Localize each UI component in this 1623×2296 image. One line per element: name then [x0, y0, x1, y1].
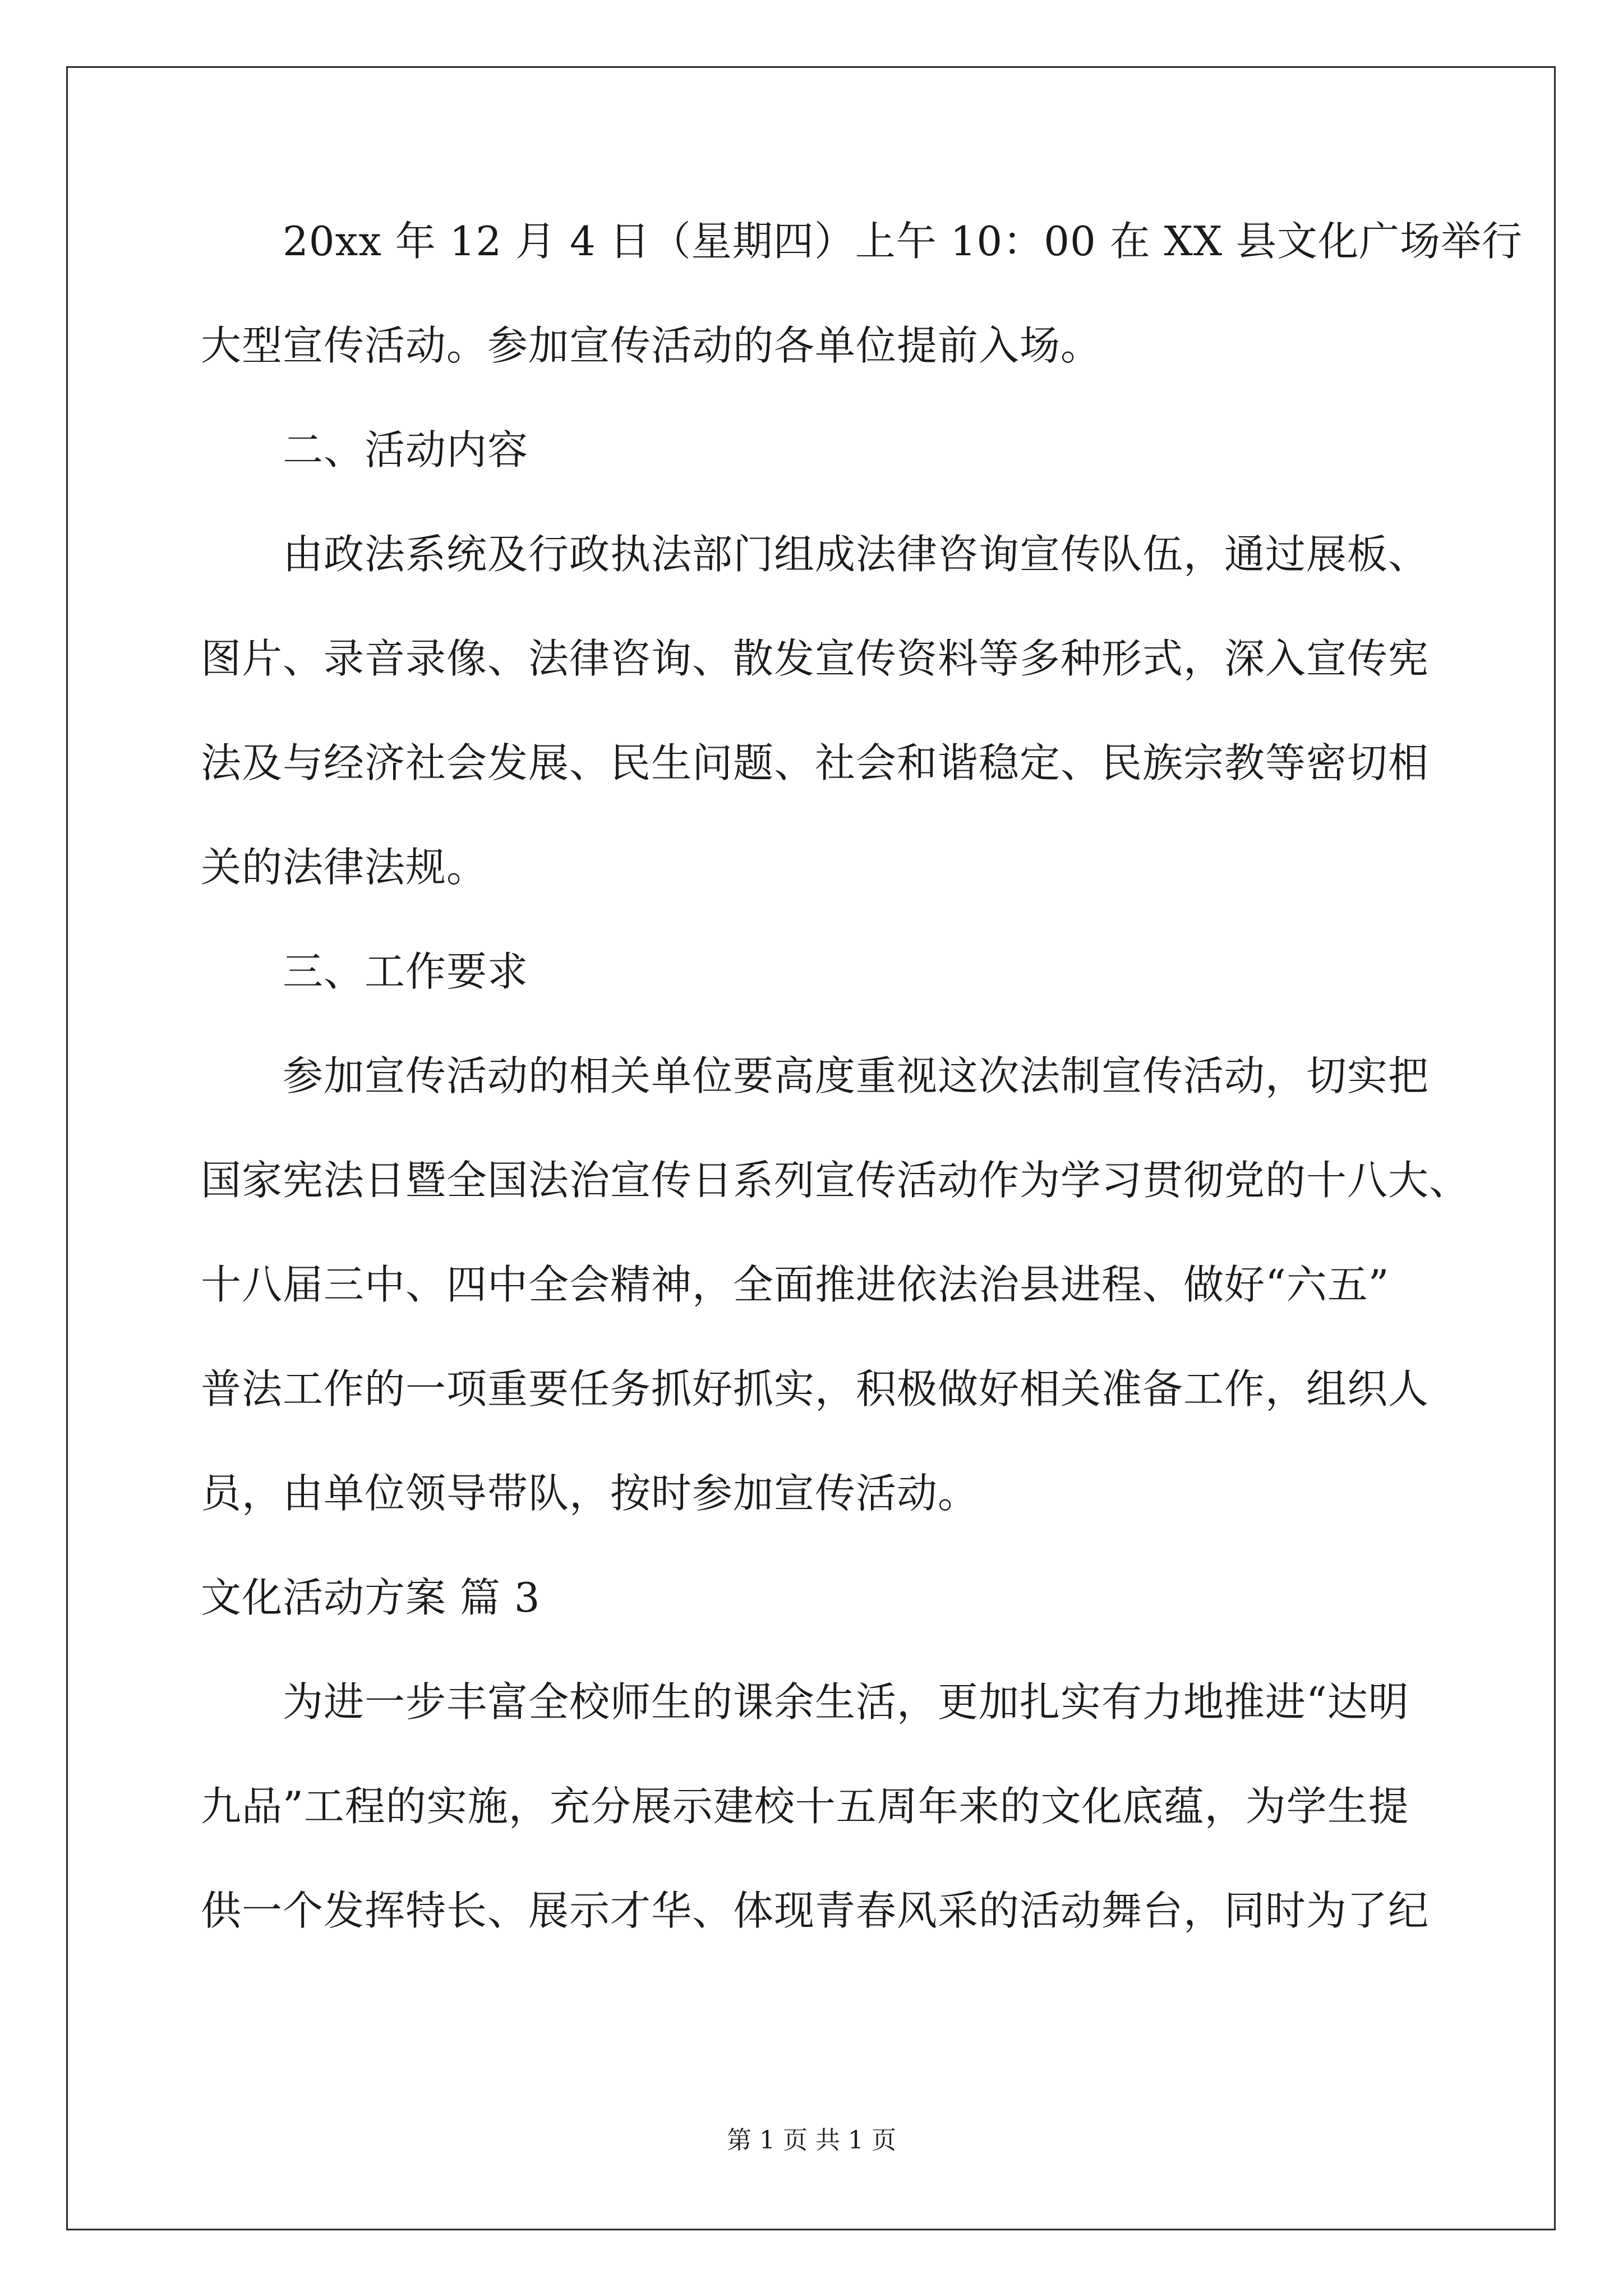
paragraph-line: 由政法系统及行政执法部门组成法律咨询宣传队伍，通过展板、 [283, 531, 1430, 578]
paragraph-line: 为进一步丰富全校师生的课余生活，更加扎实有力地推进“达明 [283, 1678, 1409, 1726]
section-heading: 三、工作要求 [283, 948, 529, 995]
paragraph-line: 图片、录音录像、法律咨询、散发宣传资料等多种形式，深入宣传宪 [201, 635, 1430, 682]
paragraph-line: 国家宪法日暨全国法治宣传日系列宣传活动作为学习贯彻党的十八大、 [201, 1157, 1470, 1204]
paragraph-line: 法及与经济社会发展、民生问题、社会和谐稳定、民族宗教等密切相 [201, 739, 1430, 786]
paragraph-line: 20xx 年 12 月 4 日（星期四）上午 10：00 在 XX 县文化广场举行 [283, 218, 1523, 265]
paragraph-line: 大型宣传活动。参加宣传活动的各单位提前入场。 [201, 322, 1102, 369]
paragraph-line: 关的法律法规。 [201, 844, 488, 891]
page-footer: 第 1 页 共 1 页 [727, 2126, 896, 2155]
paragraph-line: 员，由单位领导带队，按时参加宣传活动。 [201, 1470, 979, 1517]
paragraph-line: 参加宣传活动的相关单位要高度重视这次法制宣传活动，切实把 [283, 1052, 1430, 1099]
paragraph-line: 普法工作的一项重要任务抓好抓实，积极做好相关准备工作，组织人 [201, 1365, 1430, 1412]
section-heading: 二、活动内容 [283, 426, 529, 473]
paragraph-line: 供一个发挥特长、展示才华、体现青春风采的活动舞台，同时为了纪 [201, 1887, 1430, 1934]
article-title: 文化活动方案 篇 3 [201, 1574, 541, 1621]
paragraph-line: 九品”工程的实施，充分展示建校十五周年来的文化底蕴，为学生提 [201, 1783, 1409, 1830]
paragraph-line: 十八届三中、四中全会精神，全面推进依法治县进程、做好“六五” [201, 1261, 1390, 1308]
